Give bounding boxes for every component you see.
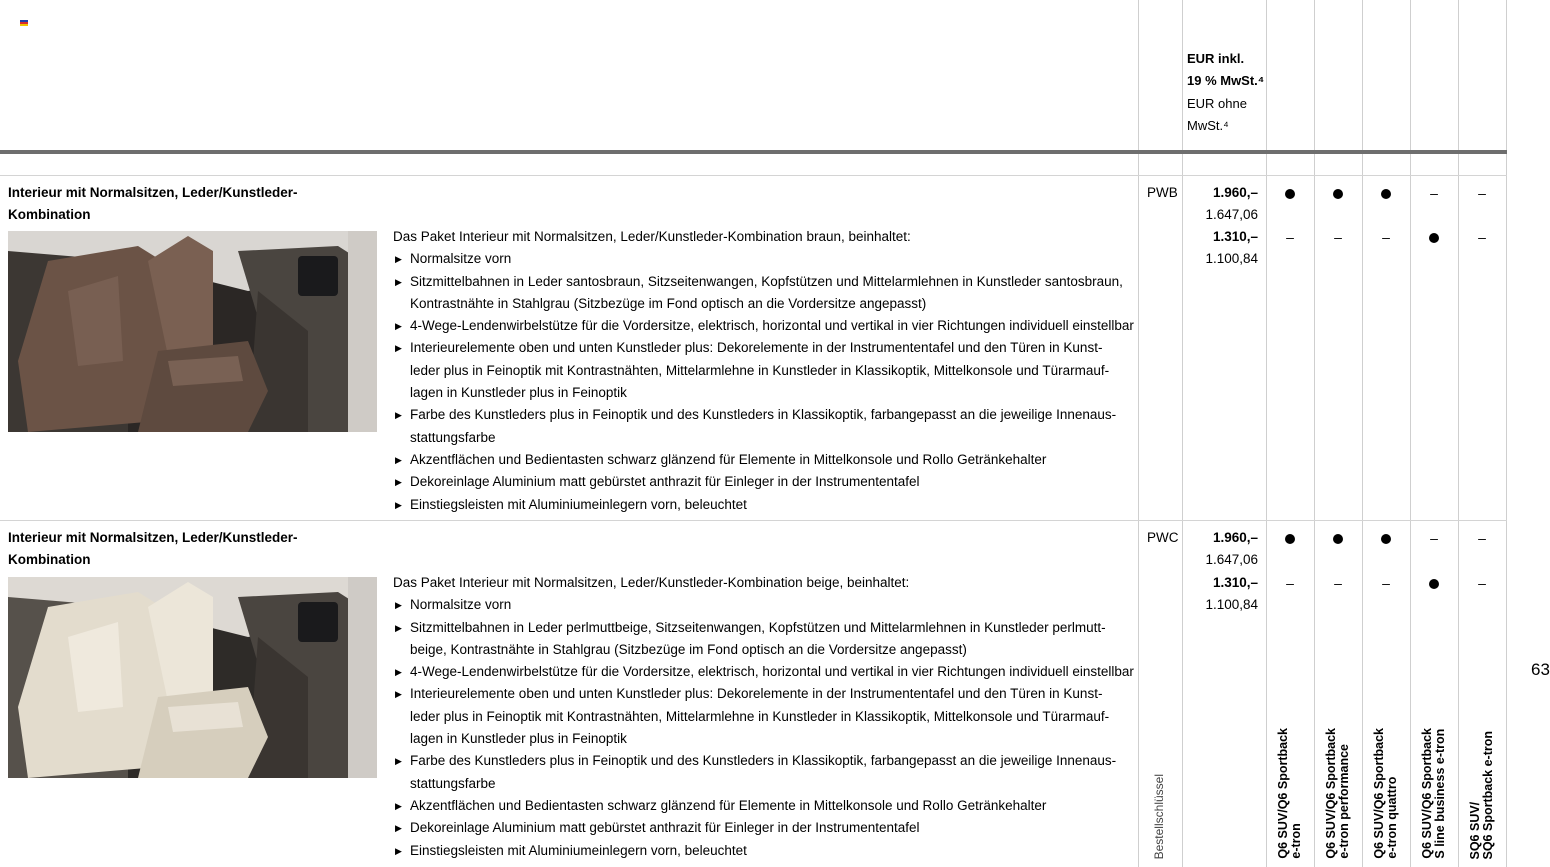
availability-cell: – bbox=[1478, 229, 1486, 245]
divider bbox=[0, 175, 1507, 176]
list-item-text: lagen in Kunstleder plus in Feinoptik bbox=[410, 385, 627, 401]
standard-dot-icon bbox=[1429, 579, 1439, 589]
price-incl-vat: 1.310,– bbox=[1212, 575, 1258, 590]
list-item-text: leder plus in Feinoptik mit Kontrastnähten, Mittelarmlehne in Kunstleder in Klassikoptik, Mittelkonsole und Türarmauf- bbox=[410, 708, 1110, 724]
bullet-icon: ▶ bbox=[395, 800, 402, 811]
description-intro: Das Paket Interieur mit Normalsitzen, Leder/Kunstleder-Kombination beige, beinhaltet: bbox=[393, 575, 910, 590]
header-model-4: Q6 SUV/Q6 Sportback S line business e-tron bbox=[1420, 728, 1447, 859]
order-code: PWC bbox=[1147, 530, 1179, 545]
bullet-icon: ▶ bbox=[395, 477, 402, 488]
page-number: 63 bbox=[1531, 660, 1550, 679]
bullet-icon: ▶ bbox=[395, 823, 402, 834]
list-item-text: stattungsfarbe bbox=[410, 429, 496, 445]
option-description bbox=[393, 226, 1138, 516]
standard-dot-icon bbox=[1333, 189, 1343, 199]
header-model-2: Q6 SUV/Q6 Sportback e-tron performance bbox=[1324, 728, 1351, 859]
list-item bbox=[393, 795, 1138, 817]
availability-cell bbox=[1266, 182, 1314, 204]
list-item bbox=[393, 617, 1138, 662]
price-block bbox=[1187, 226, 1267, 271]
header-eur-excl-1: EUR ohne bbox=[1187, 95, 1247, 111]
availability-cell: – bbox=[1478, 530, 1486, 546]
bullet-icon: ▶ bbox=[395, 622, 402, 633]
header-model-3: Q6 SUV/Q6 Sportback e-tron quattro bbox=[1372, 728, 1399, 859]
bullet-icon: ▶ bbox=[395, 756, 402, 767]
list-item bbox=[393, 817, 1138, 839]
standard-dot-icon bbox=[1285, 189, 1295, 199]
flag-icon bbox=[20, 20, 28, 26]
list-item-text: Sitzmittelbahnen in Leder perlmuttbeige, Sitzseitenwangen, Kopfstützen und Mittelarmlehnen in Kunstleder perlmutt- bbox=[410, 619, 1106, 635]
list-item-text: Dekoreinlage Aluminium matt gebürstet anthrazit für Einleger in der Instrumententafel bbox=[410, 474, 920, 490]
list-item bbox=[393, 683, 1138, 750]
availability-cell: – bbox=[1334, 229, 1342, 245]
header-eur-incl-2: 19 % MwSt.⁴ bbox=[1187, 73, 1265, 89]
price-block bbox=[1187, 527, 1267, 572]
availability-cell: – bbox=[1478, 185, 1486, 201]
availability-cell bbox=[1266, 527, 1314, 549]
list-item-text: Akzentflächen und Bedientasten schwarz glänzend für Elemente in Mittelkonsole und Rollo Getränkehalter bbox=[410, 451, 1047, 467]
list-item bbox=[393, 271, 1138, 316]
standard-dot-icon bbox=[1333, 534, 1343, 544]
standard-dot-icon bbox=[1381, 534, 1391, 544]
availability-cell: – bbox=[1430, 530, 1438, 546]
bullet-icon: ▶ bbox=[395, 689, 402, 700]
bullet-icon: ▶ bbox=[395, 343, 402, 354]
list-item-text: Kontrastnähte in Stahlgrau (Sitzbezüge im Fond optisch an die Vordersitze angepasst) bbox=[410, 295, 927, 311]
grid-line bbox=[1314, 0, 1315, 867]
list-item bbox=[393, 404, 1138, 449]
header-model-5: SQ6 SUV/ SQ6 Sportback e-tron bbox=[1468, 730, 1495, 859]
bullet-icon: ▶ bbox=[395, 410, 402, 421]
option-title-line-1: Interieur mit Normalsitzen, Leder/Kunstleder-Kombination bbox=[8, 530, 298, 568]
option-title-line-1: Interieur mit Normalsitzen, Leder/Kunstleder-Kombination bbox=[8, 185, 298, 223]
list-item bbox=[393, 337, 1138, 404]
header-eur bbox=[1187, 48, 1264, 137]
list-item-text: lagen in Kunstleder plus in Feinoptik bbox=[410, 731, 627, 747]
availability-cell bbox=[1314, 182, 1362, 204]
availability-cell: – bbox=[1478, 575, 1486, 591]
grid-line bbox=[1410, 0, 1411, 867]
bullet-icon: ▶ bbox=[395, 254, 402, 265]
header-model-1: Q6 SUV/Q6 Sportback e-tron bbox=[1276, 728, 1303, 859]
option-description bbox=[393, 572, 1138, 862]
bullet-icon: ▶ bbox=[395, 276, 402, 287]
availability-cell: – bbox=[1334, 575, 1342, 591]
availability-cell: – bbox=[1286, 575, 1294, 591]
availability-cell bbox=[1410, 226, 1458, 248]
standard-dot-icon bbox=[1429, 233, 1439, 243]
standard-dot-icon bbox=[1285, 534, 1295, 544]
price-incl-vat: 1.310,– bbox=[1212, 229, 1258, 244]
list-item-text: Sitzmittelbahnen in Leder santosbraun, Sitzseitenwangen, Kopfstützen und Mittelarmlehnen in Kunstleder santosbraun, bbox=[410, 273, 1123, 289]
list-item-text: Einstiegsleisten mit Aluminiumeinlegern vorn, beleuchtet bbox=[410, 496, 747, 512]
divider bbox=[0, 520, 1507, 521]
availability-cell: – bbox=[1382, 575, 1390, 591]
list-item bbox=[393, 315, 1138, 337]
list-item-text: Normalsitze vorn bbox=[410, 597, 512, 613]
bullet-icon: ▶ bbox=[395, 600, 402, 611]
price-block bbox=[1187, 182, 1267, 227]
list-item-text: beige, Kontrastnähte in Stahlgrau (Sitzbezüge im Fond optisch an die Vordersitze angepasst) bbox=[410, 641, 967, 657]
availability-cell bbox=[1410, 572, 1458, 594]
bullet-icon: ▶ bbox=[395, 499, 402, 510]
order-code: PWB bbox=[1147, 185, 1178, 200]
availability-cell: – bbox=[1382, 229, 1390, 245]
price-excl-vat: 1.647,06 bbox=[1205, 207, 1258, 223]
availability-cell: – bbox=[1286, 229, 1294, 245]
grid-line bbox=[1362, 0, 1363, 867]
bullet-icon: ▶ bbox=[395, 321, 402, 332]
interior-photo-beige bbox=[8, 577, 377, 778]
availability-cell: – bbox=[1430, 185, 1438, 201]
list-item bbox=[393, 594, 1138, 616]
feature-list bbox=[393, 248, 1138, 516]
list-item-text: leder plus in Feinoptik mit Kontrastnähten, Mittelarmlehne in Kunstleder in Klassikoptik, Mittelkonsole und Türarmauf- bbox=[410, 362, 1110, 378]
grid-line bbox=[1138, 0, 1139, 867]
grid-line bbox=[1266, 0, 1267, 867]
list-item-text: Farbe des Kunstleders plus in Feinoptik und des Kunstleders in Klassikoptik, farbangepasst an die jeweilige Innenaus- bbox=[410, 753, 1117, 769]
availability-cell bbox=[1362, 182, 1410, 204]
availability-cell bbox=[1362, 527, 1410, 549]
bullet-icon: ▶ bbox=[395, 845, 402, 856]
list-item-text: stattungsfarbe bbox=[410, 775, 496, 791]
list-item bbox=[393, 661, 1138, 683]
list-item-text: 4-Wege-Lendenwirbelstütze für die Vordersitze, elektrisch, horizontal und vertikal in vier Richtungen individuell einstellbar bbox=[410, 318, 1134, 334]
grid-line bbox=[1182, 0, 1183, 867]
list-item bbox=[393, 840, 1138, 862]
header-rule bbox=[0, 150, 1507, 154]
header-order-code: Bestellschlüssel bbox=[1152, 773, 1166, 859]
interior-photo-braun bbox=[8, 231, 377, 432]
list-item bbox=[393, 449, 1138, 471]
price-excl-vat: 1.647,06 bbox=[1205, 552, 1258, 568]
list-item-text: 4-Wege-Lendenwirbelstütze für die Vordersitze, elektrisch, horizontal und vertikal in vier Richtungen individuell einstellbar bbox=[410, 664, 1134, 680]
header-eur-incl-1: EUR inkl. bbox=[1187, 51, 1245, 66]
grid-line bbox=[1458, 0, 1459, 867]
list-item-text: Normalsitze vorn bbox=[410, 251, 512, 267]
header-eur-excl-2: MwSt.⁴ bbox=[1187, 117, 1229, 133]
list-item-text: Einstiegsleisten mit Aluminiumeinlegern vorn, beleuchtet bbox=[410, 842, 747, 858]
price-excl-vat: 1.100,84 bbox=[1205, 251, 1258, 267]
list-item bbox=[393, 248, 1138, 270]
price-incl-vat: 1.960,– bbox=[1212, 185, 1258, 200]
price-block bbox=[1187, 572, 1267, 617]
description-intro: Das Paket Interieur mit Normalsitzen, Leder/Kunstleder-Kombination braun, beinhaltet: bbox=[393, 229, 911, 244]
standard-dot-icon bbox=[1381, 189, 1391, 199]
list-item bbox=[393, 494, 1138, 516]
list-item-text: Interieurelemente oben und unten Kunstleder plus: Dekorelemente in der Instrumententafel und den Türen in Kunst- bbox=[410, 340, 1103, 356]
list-item-text: Interieurelemente oben und unten Kunstleder plus: Dekorelemente in der Instrumententafel und den Türen in Kunst- bbox=[410, 686, 1103, 702]
list-item-text: Akzentflächen und Bedientasten schwarz glänzend für Elemente in Mittelkonsole und Rollo Getränkehalter bbox=[410, 797, 1047, 813]
price-incl-vat: 1.960,– bbox=[1212, 530, 1258, 545]
list-item bbox=[393, 750, 1138, 795]
list-item bbox=[393, 471, 1138, 493]
availability-cell bbox=[1314, 527, 1362, 549]
feature-list bbox=[393, 594, 1138, 862]
list-item-text: Farbe des Kunstleders plus in Feinoptik und des Kunstleders in Klassikoptik, farbangepasst an die jeweilige Innenaus- bbox=[410, 407, 1117, 423]
price-excl-vat: 1.100,84 bbox=[1205, 597, 1258, 613]
bullet-icon: ▶ bbox=[395, 667, 402, 678]
bullet-icon: ▶ bbox=[395, 454, 402, 465]
grid-line bbox=[1506, 0, 1507, 867]
list-item-text: Dekoreinlage Aluminium matt gebürstet anthrazit für Einleger in der Instrumententafel bbox=[410, 820, 920, 836]
